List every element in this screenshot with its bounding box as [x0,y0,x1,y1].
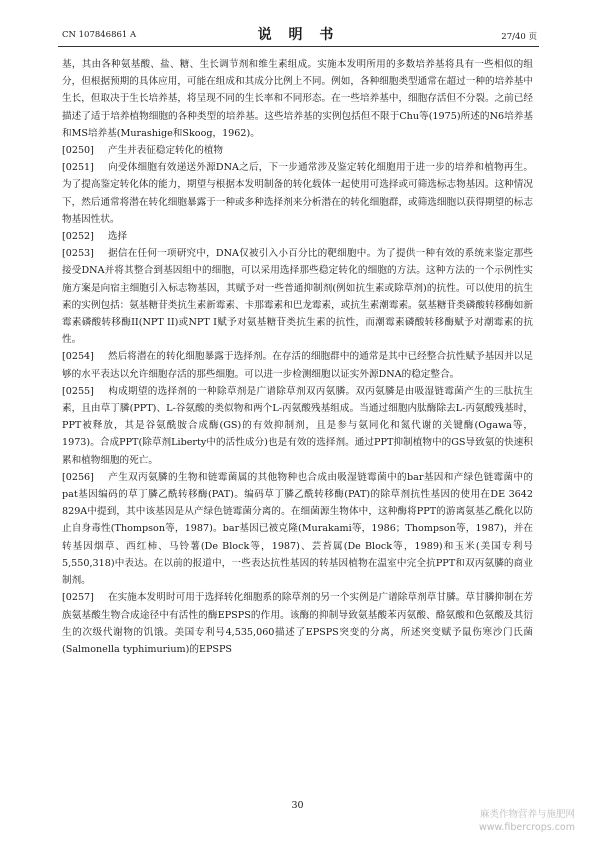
paragraph-0253 [62,245,533,348]
paragraph-number: [0257] [62,592,94,604]
page-count: 27/40 页 [501,32,537,42]
page-number: 30 [291,800,304,811]
paragraph-number: [0256] [62,471,94,483]
paragraph-number: [0251] [62,162,94,174]
paragraph-text: 据信在任何一项研究中，DNA仅被引入小百分比的靶细胞中。为了提供一种有效的系统来鉴定那些接受DNA并将其整合到基因组中的细胞，可以采用选择那些稳定转化的细胞的方法。这种方法的一个示例性实施方案是向宿主细胞引入标志物基因，其赋予对一些普通抑制剂(例如抗生素或除草剂)的抗性。可以使用的抗生素的实例包括：氨基糖苷类抗生素新霉素、卡那霉素和巴龙霉素，或抗生素潮霉素。氨基糖苷类磷酸转移酶如新霉素磷酸转移酶II(NPT II)或NPT I赋予对氨基糖苷类抗生素的抗性，而潮霉素磷酸转移酶赋予对潮霉素的抗性。 [62,248,533,346]
watermark-url: www.fibercrops.com [478,822,575,833]
section-heading: 选择 [107,231,128,243]
paragraph-number: [0253] [62,248,94,260]
paragraph-0256 [62,469,533,589]
document-body [62,56,533,658]
page-header [58,22,539,44]
paragraph-0254 [62,348,533,382]
paragraph-text: 产生双丙氨膦的生物和链霉菌属的其他物种也合成由吸湿链霉菌中的bar基因和产绿色链霉菌中的pat基因编码的草丁膦乙酰转移酶(PAT)。编码草丁膦乙酰转移酶(PAT)的除草剂抗性基因的使用在DE 3642 829A中提到，其中该基因是从产绿色链霉菌分离的。在细菌源生物体中，这种酶将PPT的游离氨基乙酰化以防止自身毒性(Thompson等，1987)。bar基因已被克隆(Murakami等，1986；Thompson等，1987)，并在转基因烟草、西红柿、马铃薯(De Block等，1987)、芸苔属(De Block等，1989)和玉米(美国专利号5,550,318)中表达。在以前的报道中，一些表达抗性基因的转基因植物在温室中完全抗PPT和双丙氨膦的商业制剂。 [62,471,533,587]
paragraph-text: 向受体细胞有效递送外源DNA之后，下一步通常涉及鉴定转化细胞用于进一步的培养和植物再生。为了提高鉴定转化体的能力，期望与根据本发明制备的转化载体一起使用可选择或可筛选标志物基因。这种情况下，然后通常将潜在转化细胞暴露于一种或多种选择剂来分析潜在的转化细胞群，或筛选细胞以获得期望的标志物基因性状。 [62,162,533,225]
document-title: 说 明 书 [257,27,340,43]
paragraph-text: 构成期望的选择剂的一种除草剂是广谱除草剂双丙氨膦。双丙氨膦是由吸湿链霉菌产生的三肽抗生素，且由草丁膦(PPT)、L-谷氨酸的类似物和两个L-丙氨酸残基组成。当通过细胞内肽酶除去L-丙氨酸残基时，PPT被释放，其是谷氨酰胺合成酶(GS)的有效抑制剂，且是参与氨同化和氮代谢的关键酶(Ogawa等，1973)。合成PPT(除草剂Liberty中的活性成分)也是有效的选择剂。通过PPT抑制植物中的GS导致氨的快速积累和植物细胞的死亡。 [62,385,533,466]
paragraph-0251 [62,159,533,228]
document-number: CN 107846861 A [62,30,137,40]
paragraph-text: 然后将潜在的转化细胞暴露于选择剂。在存活的细胞群中的通常是其中已经整合抗性赋予基因并以足够的水平表达以允许细胞存活的那些细胞。可以进一步检测细胞以证实外源DNA的稳定整合。 [62,351,533,380]
watermark-title: 麻类作物营养与施肥网 [479,809,575,820]
paragraph-0252 [62,228,533,245]
paragraph-continuation [62,56,533,142]
paragraph-text: 基，其由各种氨基酸、盐、糖、生长调节剂和维生素组成。实施本发明所用的多数培养基将具有一些相似的组分，但根据预期的具体应用，可能在组成和其成分比例上不同。例如，各种细胞类型通常在超过一种的培养基中生长，但取决于生长培养基，将呈现不同的生长率和不同形态。在一些培养基中，细胞存活但不分裂。之前已经描述了适于培养植物细胞的各种类型的培养基。这些培养基的实例包括但不限于Chu等(1975)所述的N6培养基和MS培养基(Murashige和Skoog，1962)。 [62,59,533,139]
paragraph-number: [0254] [62,351,94,363]
section-heading: 产生并表征稳定转化的植物 [107,145,224,157]
watermark [479,808,575,834]
paragraph-text: 在实施本发明时可用于选择转化细胞系的除草剂的另一个实例是广谱除草剂草甘膦。草甘膦抑制在芳族氨基酸生物合成途径中有活性的酶EPSPS的作用。该酶的抑制导致氨基酸苯丙氨酸、酪氨酸和色氨酸及其衍生的次级代谢物的饥饿。美国专利号4,535,060描述了EPSPS突变的分离，所述突变赋予鼠伤寒沙门氏菌(Salmonella typhimurium)的EPSPS [62,592,533,655]
paragraph-number: [0252] [62,231,94,243]
header-rule [58,46,539,47]
paragraph-0250 [62,142,533,159]
paragraph-number: [0250] [62,145,94,157]
paragraph-number: [0255] [62,385,94,397]
paragraph-0255 [62,383,533,469]
paragraph-0257 [62,589,533,658]
